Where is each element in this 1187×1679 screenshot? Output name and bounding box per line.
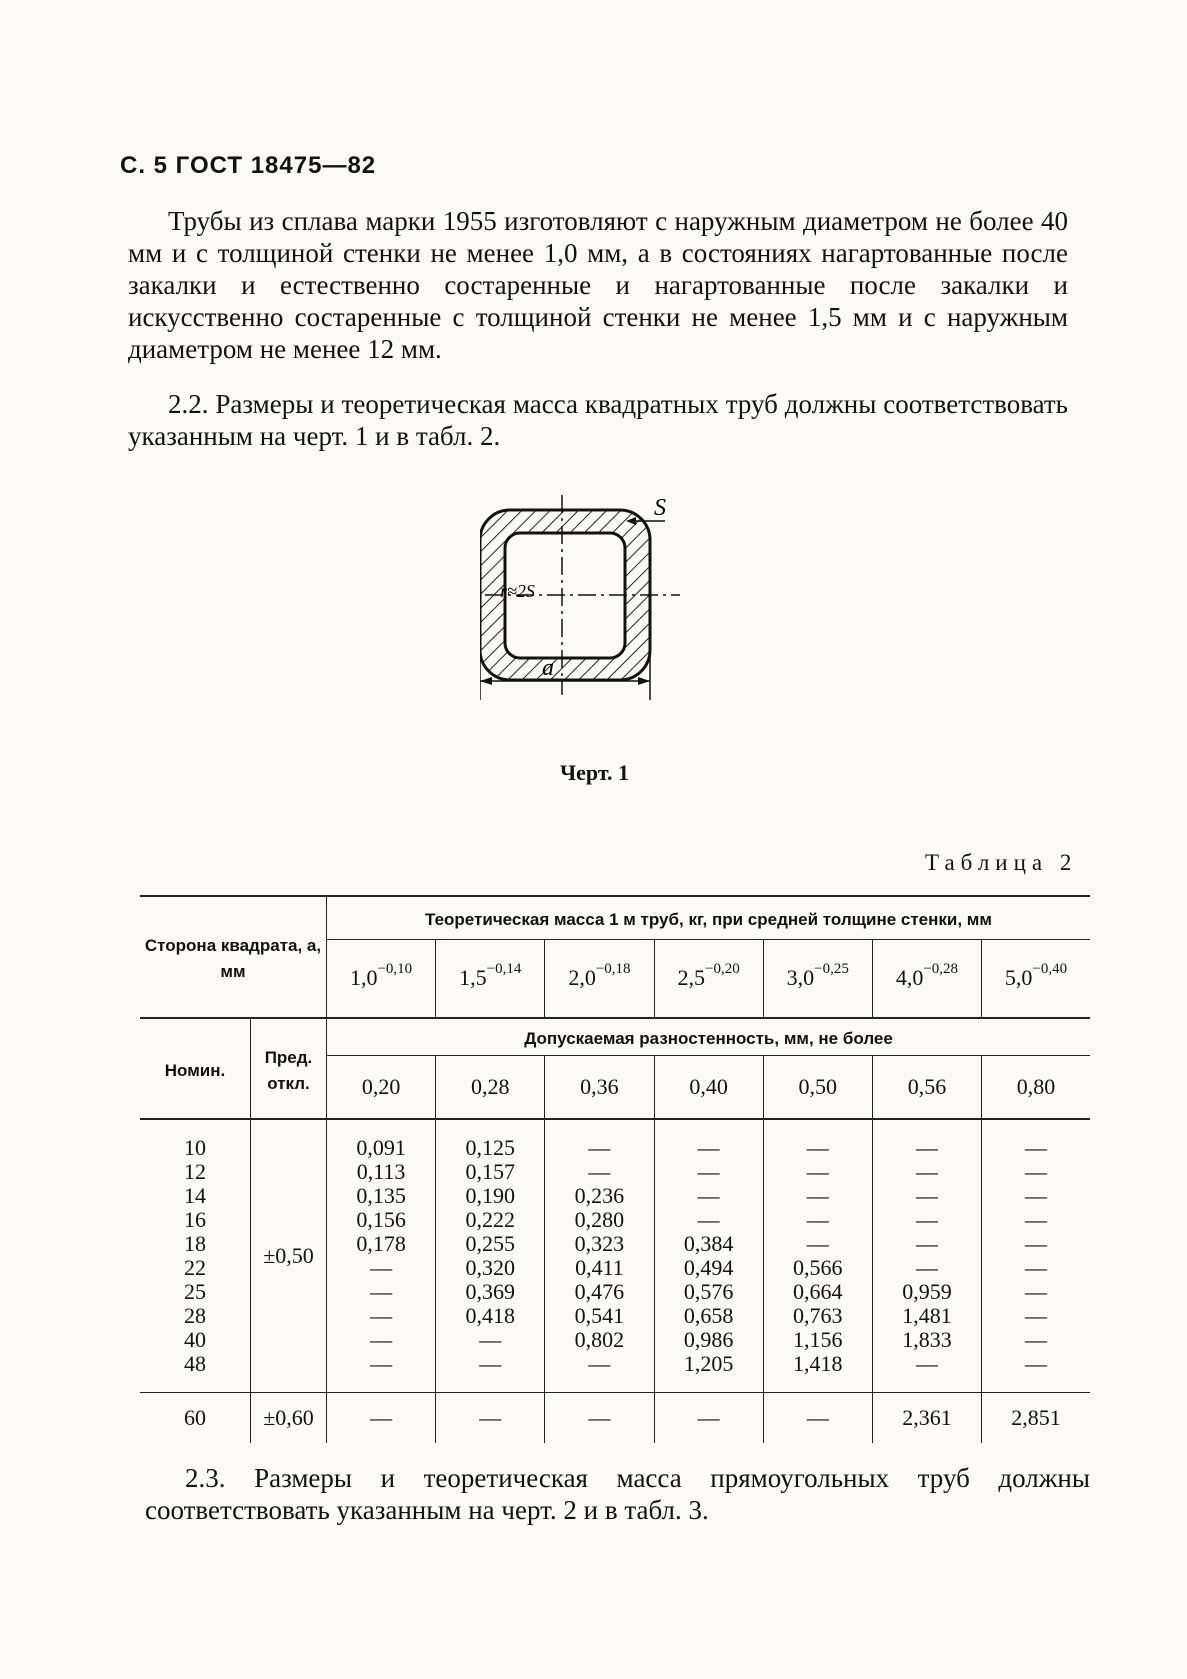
- a-arrow-right: [638, 677, 650, 685]
- table-2: [140, 895, 1090, 1443]
- nominal-values: [140, 1119, 251, 1393]
- diff-cell-2: [436, 1056, 545, 1120]
- diff-cell-4: [654, 1056, 763, 1120]
- mass-header-cell: [327, 896, 1091, 939]
- diff-5: 0,50: [798, 1074, 838, 1099]
- mass-stack-6: — — — — — — 0,959 1,481 1,833 —: [902, 1135, 952, 1376]
- thickness-cell-3: [545, 939, 654, 1018]
- nominal-60-cell: [140, 1393, 251, 1444]
- mass-60-cell-4: [654, 1393, 763, 1444]
- mass-60-3: —: [588, 1405, 611, 1430]
- thickness-7: 5,0: [1004, 965, 1033, 991]
- thickness-1: 1,0: [349, 965, 378, 991]
- deviation-header-cell: [251, 1018, 327, 1119]
- paragraph-text: 2.2. Размеры и теоретическая масса квадратных труб должны соответствовать указанным на черт. 1 и в табл. 2.: [128, 389, 1068, 451]
- nominal-header-cell: [140, 1018, 251, 1119]
- nominal-header: Номин.: [164, 1060, 226, 1080]
- mass-stack-7: — — — — — — — — — —: [1025, 1135, 1048, 1376]
- mass-60-1: —: [370, 1405, 393, 1430]
- mass-column-4: [654, 1119, 763, 1393]
- square-tube-svg: [480, 495, 740, 755]
- diff-7: 0,80: [1016, 1074, 1056, 1099]
- thickness-4: 2,5: [677, 965, 705, 991]
- mass-stack-1: 0,091 0,113 0,135 0,156 0,178 — — — — —: [356, 1135, 406, 1376]
- thickness-5: 3,0: [786, 965, 815, 991]
- mass-60-cell-5: [763, 1393, 872, 1444]
- mass-60-cell-3: [545, 1393, 654, 1444]
- diff-1: 0,20: [361, 1074, 401, 1099]
- tolerance-2: −0,14: [486, 961, 522, 978]
- tolerance-3: −0,18: [595, 961, 631, 978]
- diff-2: 0,28: [471, 1074, 510, 1099]
- deviation-value-cell: [251, 1119, 327, 1393]
- deviation-60-cell: [251, 1393, 327, 1444]
- mass-60-4: —: [697, 1405, 720, 1430]
- mass-60-cell-7: [982, 1393, 1090, 1444]
- label-s: S: [654, 495, 666, 521]
- diff-4: 0,40: [689, 1074, 728, 1099]
- mass-60-7: 2,851: [1011, 1405, 1061, 1430]
- diff-header-cell: [327, 1018, 1091, 1056]
- deviation-60: ±0,60: [263, 1405, 314, 1430]
- mass-60-2: —: [479, 1405, 502, 1430]
- mass-stack-2: 0,125 0,157 0,190 0,222 0,255 0,320 0,369 0,418 — —: [465, 1135, 515, 1376]
- thickness-6: 4,0: [895, 965, 924, 991]
- diff-cell-6: [872, 1056, 981, 1120]
- diff-cell-5: [763, 1056, 872, 1120]
- mass-60-cell-6: [872, 1393, 981, 1444]
- thickness-cell-4: [654, 939, 763, 1018]
- mass-60-cell-1: [327, 1393, 436, 1444]
- page-header: С. 5 ГОСТ 18475—82: [120, 152, 377, 179]
- paragraph-2-2: [128, 388, 1068, 452]
- mass-column-2: [436, 1119, 545, 1393]
- mass-stack-4: — — — — 0,384 0,494 0,576 0,658 0,986 1,205: [683, 1135, 734, 1376]
- figure-caption: Черт. 1: [560, 760, 630, 785]
- thickness-cell-6: [872, 939, 981, 1018]
- mass-stack-5: — — — — — 0,566 0,664 0,763 1,156 1,418: [793, 1135, 843, 1376]
- thickness-cell-1: [327, 939, 436, 1018]
- paragraph-tubes-1955: [128, 205, 1068, 365]
- thickness-cell-2: [436, 939, 545, 1018]
- mass-column-6: [872, 1119, 981, 1393]
- deviation-value: ±0,50: [263, 1243, 314, 1268]
- tolerance-1: −0,10: [377, 961, 413, 978]
- nominal-stack: 10 12 14 16 18 22 25 28 40 48: [184, 1135, 206, 1376]
- paragraph-text: 2.3. Размеры и теоретическая масса прямоугольных труб должны соответствовать указанным на черт. 2 и в табл. 3.: [145, 1463, 1090, 1525]
- diff-header: Допускаемая разностенность, мм, не более: [524, 1029, 893, 1048]
- thickness-cell-5: [763, 939, 872, 1018]
- tolerance-7: −0,40: [1032, 961, 1068, 978]
- label-radius: r≈2S: [500, 581, 535, 601]
- thickness-2: 1,5: [459, 965, 487, 991]
- table-title: Таблица 2: [925, 850, 1078, 875]
- tolerance-6: −0,28: [923, 961, 959, 978]
- diff-3: 0,36: [580, 1074, 619, 1099]
- diff-cell-7: [982, 1056, 1090, 1120]
- label-a: a: [542, 655, 554, 681]
- a-arrow-left: [480, 677, 492, 685]
- mass-column-5: [763, 1119, 872, 1393]
- nominal-60: 60: [184, 1405, 206, 1430]
- tolerance-5: −0,25: [814, 961, 849, 978]
- paragraph-text: Трубы из сплава марки 1955 изготовляют с наружным диаметром не более 40 мм и с толщиной стенки не менее 1,0 мм, а в состояниях нагартованные после закалки и естественно состаренные и нагартованные после закалки и искусственно состаренные с толщиной стенки не менее 1,5 мм и с наружным диаметром не менее 12 мм.: [128, 206, 1068, 364]
- paragraph-2-3: [145, 1462, 1090, 1526]
- side-header-cell: [140, 896, 327, 1018]
- mass-stack-3: — — 0,236 0,280 0,323 0,411 0,476 0,541 0,802 —: [574, 1135, 625, 1376]
- tolerance-4: −0,20: [704, 961, 740, 978]
- mass-60-6: 2,361: [902, 1405, 952, 1430]
- mass-60-5: —: [806, 1405, 829, 1430]
- thickness-3: 2,0: [568, 965, 596, 991]
- thickness-cell-7: [982, 939, 1090, 1018]
- mass-column-7: [982, 1119, 1090, 1393]
- diff-6: 0,56: [907, 1074, 947, 1099]
- mass-header: Теоретическая масса 1 м труб, кг, при средней толщине стенки, мм: [425, 909, 992, 929]
- diff-cell-1: [327, 1056, 436, 1120]
- mass-60-cell-2: [436, 1393, 545, 1444]
- deviation-header: Пред. откл.: [264, 1047, 313, 1093]
- mass-column-3: [545, 1119, 654, 1393]
- diff-cell-3: [545, 1056, 654, 1120]
- side-header: Сторона квадрата, а, мм: [144, 936, 322, 981]
- mass-column-1: [327, 1119, 436, 1393]
- square-tube-drawing: [480, 495, 740, 755]
